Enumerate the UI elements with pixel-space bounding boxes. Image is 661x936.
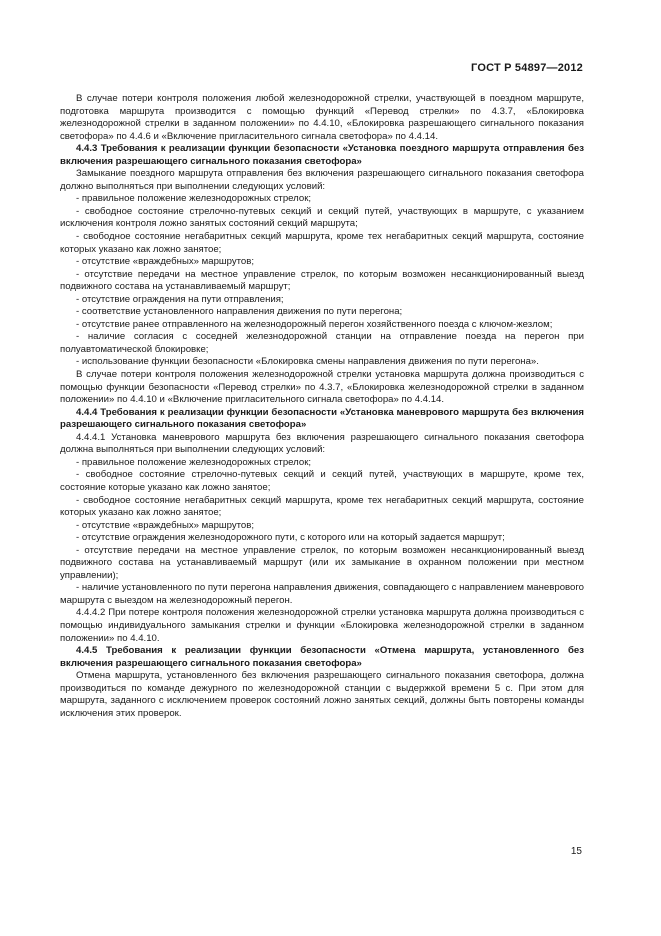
- list-item: - свободное состояние стрелочно-путевых секций и секций путей, участвующих в маршруте, с указанием исключения контроля ложно занятых состояний секций маршрута;: [60, 205, 584, 230]
- section-number: 4.4.5: [76, 645, 98, 657]
- section-heading: [60, 645, 584, 670]
- list-item: - соответствие установленного направления движения по пути перегона;: [76, 306, 403, 318]
- list-item: - свободное состояние негабаритных секций маршрута, кроме тех негабаритных секций маршрута, состояние которых указано как ложно занятое;: [60, 231, 584, 255]
- page-number: 15: [570, 846, 582, 857]
- paragraph: 4.4.4.1 Установка маневрового маршрута без включения разрешающего сигнального показания светофора должна выполняться при выполнении следующих условий:: [60, 431, 584, 456]
- list-item: - отсутствие передачи на местное управление стрелок, по которым возможен несанкционированный выезд подвижного состава на устанавливаемый маршрут;: [60, 268, 584, 293]
- list-item: - отсутствие передачи на местное управление стрелок, по которым возможен несанкционированный выезд подвижного состава на устанавливаемый маршрут (или их замыкание в охранном положении при местном управлении);: [60, 544, 584, 581]
- section-heading: [60, 143, 584, 168]
- section-title: Требования к реализации функции безопасности «Отмена маршрута, установленного без включения разрешающего сигнального показания светофора»: [60, 645, 584, 669]
- section-heading: [60, 407, 584, 432]
- list-item: - свободное состояние стрелочно-путевых секций и секций путей, участвующих в маршруте, кроме тех, состояние которые указано как ложно занятое;: [60, 469, 584, 493]
- list-item: - использование функции безопасности «Блокировка смены направления движения по пути перегона».: [76, 356, 539, 368]
- section-number: 4.4.4: [76, 406, 98, 418]
- paragraph: Замыкание поездного маршрута отправления без включения разрешающего сигнального показания светофора должно выполняться при выполнении следующих условий:: [60, 168, 584, 192]
- list-item: - правильное положение железнодорожных стрелок;: [76, 456, 312, 468]
- list-item: - наличие согласия с соседней железнодорожной станции на отправление поезда на перегон при полуавтоматической блокировке;: [60, 331, 584, 355]
- section-number: 4.4.3: [76, 143, 98, 155]
- list-item: - отсутствие ранее отправленного на железнодорожный перегон хозяйственного поезда с ключом-жезлом;: [76, 318, 553, 330]
- list-item: - наличие установленного по пути перегона направления движения, совпадающего с направлением маневрового маршрута с выездом на железнодорожный перегон.: [60, 582, 584, 606]
- paragraph: 4.4.4.2 При потере контроля положения железнодорожной стрелки установка маршрута должна производиться с помощью индивидуального замыкания стрелки и функции «Блокировка железнодорожной стрелки в заданном положении» по 4.4.10.: [60, 607, 584, 644]
- section-title: Требования к реализации функции безопасности «Установка поездного маршрута отправления без включения разрешающего сигнального показания светофора»: [60, 143, 584, 167]
- paragraph: В случае потери контроля положения любой железнодорожной стрелки, участвующей в поездном маршруте, подготовка маршрута производится с помощью функций «Перевод стрелки» по 4.3.7, «Блокировка железнодорожной стрелки в заданном положении» по 4.4.10, «Блокировка разрешающего сигнального показания светофора» по 4.4.6 и «Включение пригласительного сигнала светофора» по 4.4.14.: [60, 93, 584, 142]
- list-item: - свободное состояние негабаритных секций маршрута, кроме тех негабаритных секций маршрута, состояние которых указано как ложно занятое;: [60, 494, 584, 519]
- section-title: Требования к реализации функции безопасности «Установка маневрового маршрута без включения разрешающего сигнального показания светофора»: [60, 406, 584, 431]
- document-body: [60, 93, 584, 720]
- list-item: - отсутствие «враждебных» маршрутов;: [76, 256, 255, 268]
- list-item: - отсутствие ограждения железнодорожного пути, с которого или на который задается маршрут;: [76, 532, 505, 544]
- paragraph: Отмена маршрута, установленного без включения разрешающего сигнального показания светофора, должна производиться по команде дежурного по железнодорожной станции с выдержкой времени 5 с. При этом для маршрута, заданного с исключением проверок состояний ложно занятых секций, должны быть повторены команды исключения этих проверок.: [60, 670, 584, 719]
- standard-header: ГОСТ Р 54897—2012: [471, 62, 583, 74]
- paragraph: В случае потери контроля положения железнодорожной стрелки установка маршрута должна производиться с помощью функции безопасности «Перевод стрелки» по 4.3.7, «Блокировка железнодорожной стрелки в заданном положении» по 4.4.10 и «Включение пригласительного сигнала светофора» по 4.4.14.: [60, 369, 584, 406]
- list-item: - отсутствие «враждебных» маршрутов;: [76, 519, 255, 531]
- list-item: - отсутствие ограждения на пути отправления;: [76, 293, 284, 305]
- list-item: - правильное положение железнодорожных стрелок;: [76, 193, 312, 205]
